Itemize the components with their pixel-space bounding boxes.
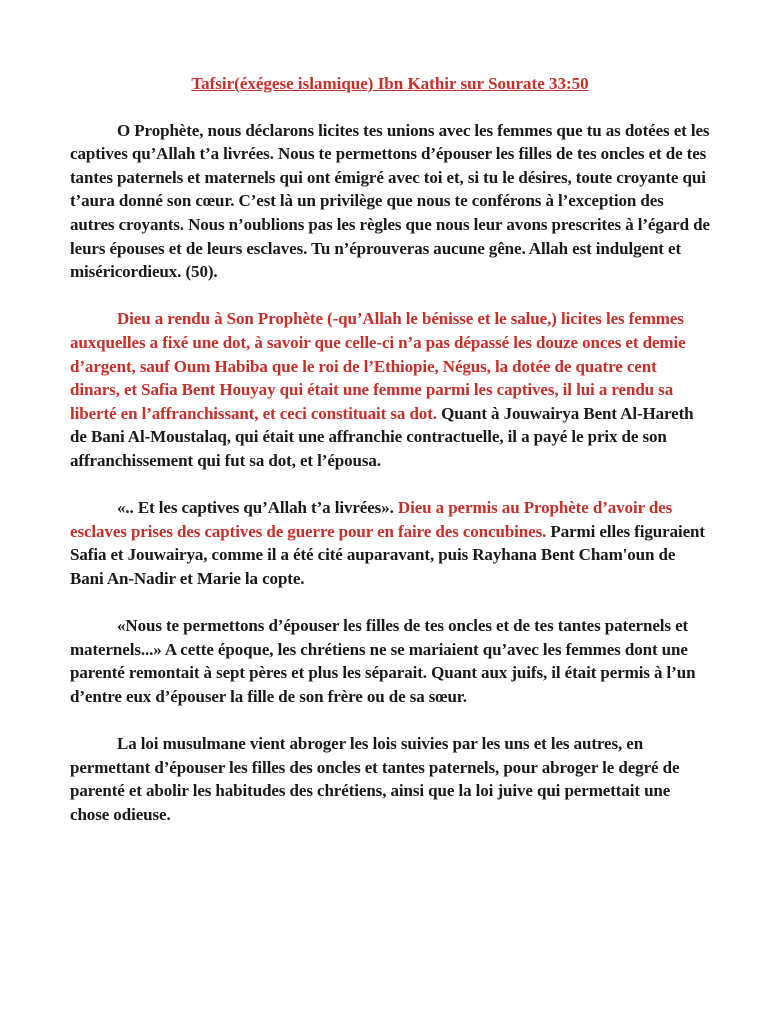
paragraph-verse: [70, 119, 710, 284]
paragraph-dowry: [70, 307, 710, 472]
quote-text: «.. Et les captives qu’Allah t’a livrées».: [117, 498, 394, 518]
document-page: [70, 72, 710, 850]
paragraph-text: «Nous te permettons d’épouser les filles de tes oncles et de tes tantes paternels et maternels...» A cette époque, les chrétiens ne se mariaient qu’avec les femmes dont une parenté remontait à sept pères et plus les séparait. Quant aux juifs, il était permis à l’un d’entre eux d’épouser la fille de son frère ou de sa sœur.: [70, 616, 696, 706]
paragraph-text: La loi musulmane vient abroger les lois suivies par les uns et les autres, en permettant d’épouser les filles des oncles et tantes paternels, pour abroger le degré de parenté et abolir les habitudes des chrétiens, ainsi que la loi juive qui permettait une chose odieuse.: [70, 734, 680, 824]
paragraph-text: Parmi elles figuraient Safia et Jouwairya, comme il a été cité auparavant, puis Rayhana Bent Cham'oun de Bani An-Nadir et Marie la copte.: [70, 521, 705, 588]
highlighted-text: Dieu a rendu à Son Prophète (-qu’Allah le bénisse et le salue,) licites les femmes auxquelles a fixé une dot, à savoir que celle-ci n’a pas dépassé les douze onces et demie d’argent, sauf Oum Habiba que le roi de l’Ethiopie, Négus, la dotée de quatre cent dinars, et Safia Bent Houyay qui était une femme parmi les captives, il lui a rendu sa liberté en l’affranchissant, et ceci constituait sa dot.: [70, 309, 686, 423]
paragraph-law: [70, 732, 710, 826]
highlighted-text: Dieu a permis au Prophète d’avoir des esclaves prises des captives de guerre pour en faire des concubines.: [70, 498, 673, 541]
paragraph-text: Quant à Jouwairya Bent Al-Hareth de Bani Al-Moustalaq, qui était une affranchie contractuelle, il a payé le prix de son affranchissement qui fut sa dot, et l’épousa.: [70, 403, 694, 470]
paragraph-cousins: [70, 614, 710, 708]
paragraph-text: O Prophète, nous déclarons licites tes unions avec les femmes que tu as dotées et les captives qu’Allah t’a livrées. Nous te permettons d’épouser les filles de tes oncles et de tes tantes paternels et maternels qui ont émigré avec toi et, si tu le désires, toute croyante qui t’aura donné son cœur. C’est là un privilège que nous te conférons à l’exception des autres croyants. Nous n’oublions pas les règles que nous leur avons prescrites à l’égard de leurs épouses et de leurs esclaves. Tu n’éprouveras aucune gêne. Allah est indulgent et miséricordieux. (50).: [70, 120, 710, 282]
paragraph-captives: [70, 496, 710, 590]
document-title: Tafsir(éxégese islamique) Ibn Kathir sur Sourate 33:50: [191, 74, 589, 93]
